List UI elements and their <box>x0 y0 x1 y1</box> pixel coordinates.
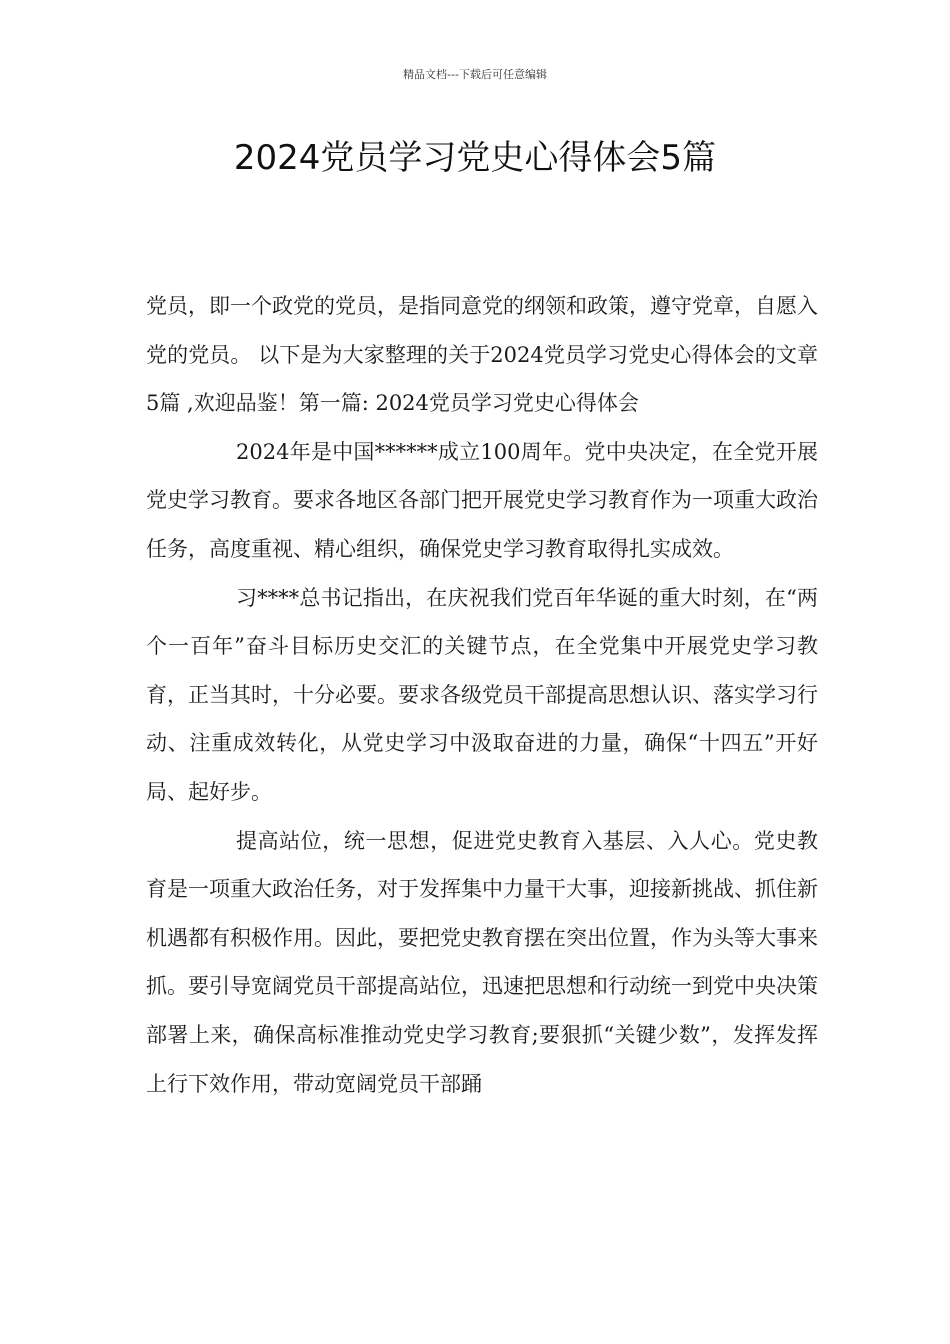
document-title: 2024党员学习党史心得体会5篇 <box>233 138 717 178</box>
body-paragraph-2: 习****总书记指出，在庆祝我们党百年华诞的重大时刻，在“两个一百年”奋斗目标历史交汇的关键节点，在全党集中开展党史学习教育，正当其时，十分必要。要求各级党员干部提高思想认识、落实学习行动、注重成效转化，从党史学习中汲取奋进的力量，确保“十四五”开好局、起好步。 <box>146 585 818 804</box>
body-paragraph-1: 2024年是中国******成立100周年。党中央决定，在全党开展党史学习教育。要求各地区各部门把开展党史学习教育作为一项重大政治任务，高度重视、精心组织，确保党史学习教育取得扎实成效。 <box>146 439 818 561</box>
intro-paragraph: 党员，即一个政党的党员，是指同意党的纲领和政策，遵守党章，自愿入党的党员。 以下是为大家整理的关于2024党员学习党史心得体会的文章5篇 ,欢迎品鉴！第一篇: 2024党员学习党史心得体会 <box>146 294 818 416</box>
body-paragraph-3: 提高站位，统一思想，促进党史教育入基层、入人心。党史教育是一项重大政治任务，对于发挥集中力量干大事，迎接新挑战、抓住新机遇都有积极作用。因此，要把党史教育摆在突出位置，作为头等大事来抓。要引导宽阔党员干部提高站位，迅速把思想和行动统一到党中央决策部署上来，确保高标准推动党史学习教育;要狠抓“关键少数”，发挥发挥上行下效作用，带动宽阔党员干部踊 <box>146 828 818 1096</box>
document-body <box>146 282 818 1108</box>
header-note: 精品文档---下载后可任意编辑 <box>403 68 547 81</box>
